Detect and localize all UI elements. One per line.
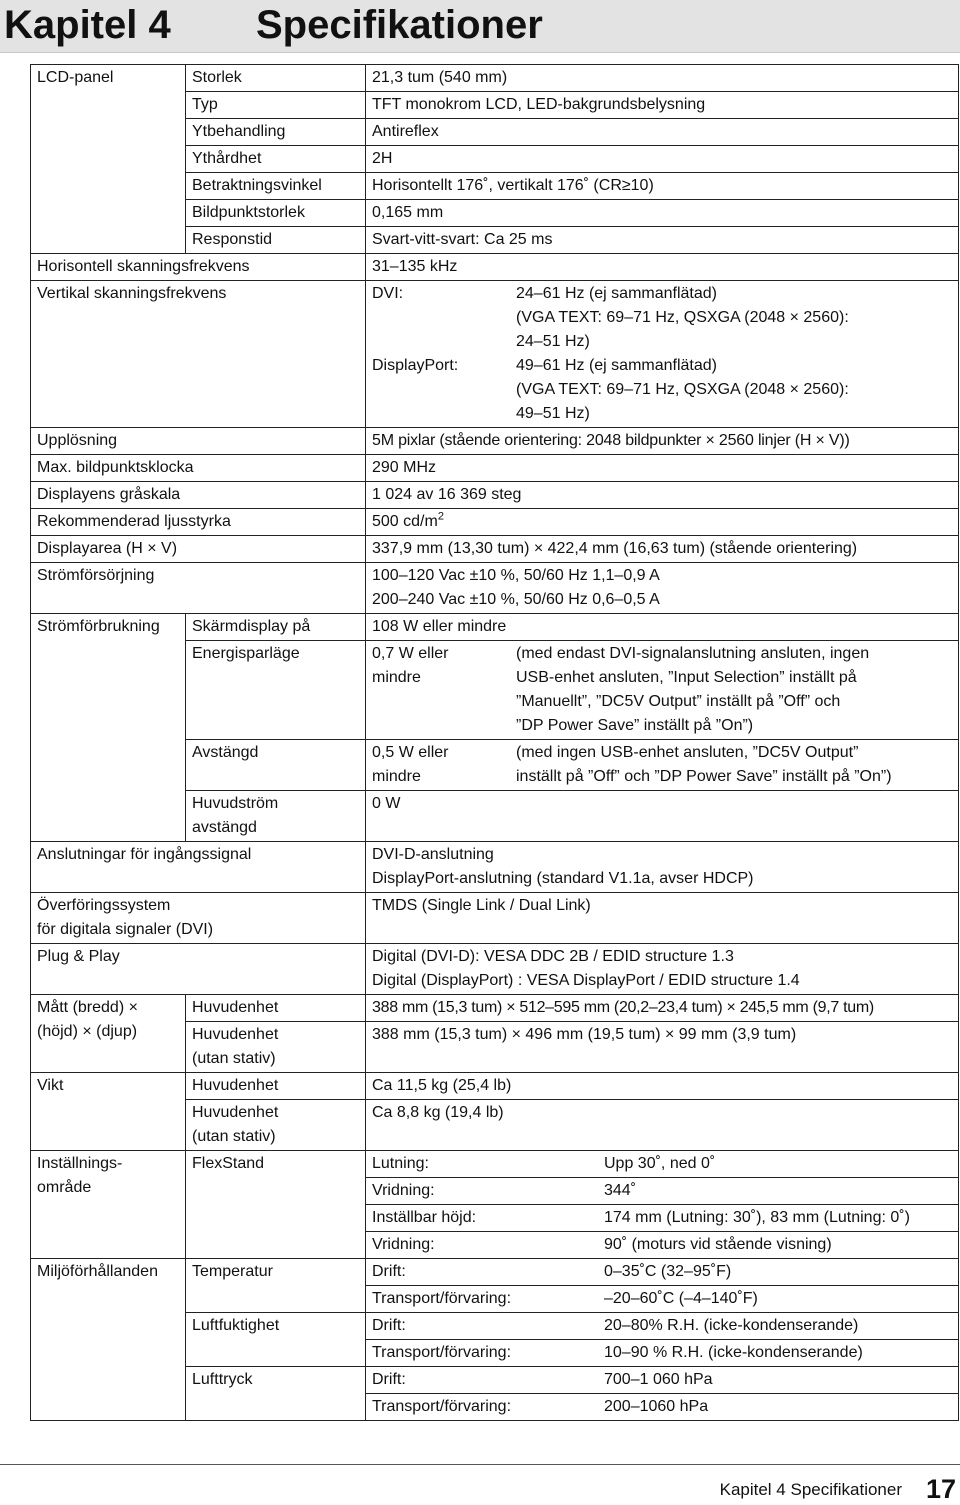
instal-val: Upp 30˚, ned 0˚: [604, 1155, 716, 1172]
value: 21,3 tum (540 mm): [366, 65, 959, 92]
miljo-key: Drift:: [372, 1263, 406, 1280]
value: [366, 1151, 959, 1178]
vfreq-dvi-line: 24–61 Hz (ej sammanflätad): [516, 285, 717, 302]
sub-label: Responstid: [186, 227, 366, 254]
instal-key: Vridning:: [372, 1236, 435, 1253]
table-row: [31, 428, 959, 455]
av-key: mindre: [372, 768, 421, 785]
energi-line: ”Manuellt”, ”DC5V Output” inställt på ”Off” och: [516, 693, 841, 710]
value: Svart-vitt-svart: Ca 25 ms: [366, 227, 959, 254]
footer-chapter-label: Kapitel 4 Specifikationer: [719, 1480, 902, 1499]
matt-b-label: Huvudenhet: [192, 1026, 279, 1043]
instal-key: Inställbar höjd:: [372, 1209, 477, 1226]
row-label-strom: Strömförsörjning: [31, 563, 366, 614]
spec-table: [30, 64, 959, 1421]
huv-label: avstängd: [192, 819, 257, 836]
overf-label: för digitala signaler (DVI): [37, 921, 214, 938]
value: 0,165 mm: [366, 200, 959, 227]
table-row: [31, 1259, 959, 1286]
value: 290 MHz: [366, 455, 959, 482]
value: [366, 1367, 959, 1394]
table-row: [31, 1073, 959, 1100]
row-label-upplosning: Upplösning: [31, 428, 366, 455]
sub-label: [186, 1022, 366, 1073]
row-label-plug: Plug & Play: [31, 944, 366, 995]
vfreq-dp-key: DisplayPort:: [372, 357, 459, 374]
row-label-hfreq: Horisontell skanningsfrekvens: [31, 254, 366, 281]
vfreq-dp-line: 49–51 Hz): [516, 405, 590, 422]
overf-label: Överföringssystem: [37, 897, 171, 914]
anslut-line: DVI-D-anslutning: [372, 846, 494, 863]
sub-label: Ytbehandling: [186, 119, 366, 146]
value: Horisontellt 176˚, vertikalt 176˚ (CR≥10): [366, 173, 959, 200]
huv-label: Huvudström: [192, 795, 279, 812]
miljo-val: 700–1 060 hPa: [604, 1371, 713, 1388]
value: [366, 740, 959, 791]
value: [366, 1286, 959, 1313]
sub-label: Lufttryck: [186, 1367, 366, 1421]
miljo-key: Drift:: [372, 1317, 406, 1334]
miljo-val: 10–90 % R.H. (icke-kondenserande): [604, 1344, 863, 1361]
instal-key: Vridning:: [372, 1182, 435, 1199]
value: [366, 1178, 959, 1205]
value: [366, 1205, 959, 1232]
vfreq-dvi-key: DVI:: [372, 285, 404, 302]
value: TFT monokrom LCD, LED-bakgrundsbelysning: [366, 92, 959, 119]
av-line: inställt på ”Off” och ”DP Power Save” inställt på ”On”): [516, 768, 892, 785]
value: [366, 842, 959, 893]
ljus-sup: 2: [437, 510, 444, 523]
row-label-forbr: Strömförbrukning: [31, 614, 186, 842]
sub-label: Huvudenhet: [186, 995, 366, 1022]
sub-label: Bildpunktstorlek: [186, 200, 366, 227]
sub-label: [186, 791, 366, 842]
table-row: [31, 455, 959, 482]
sub-label: Ythårdhet: [186, 146, 366, 173]
sub-label: Luftfuktighet: [186, 1313, 366, 1367]
value: [366, 944, 959, 995]
strom-line: 100–120 Vac ±10 %, 50/60 Hz 1,1–0,9 A: [372, 567, 660, 584]
vfreq-dp-line: (VGA TEXT: 69–71 Hz, QSXGA (2048 × 2560):: [516, 381, 849, 398]
sub-label: Skärmdisplay på: [186, 614, 366, 641]
miljo-key: Transport/förvaring:: [372, 1344, 512, 1361]
instal-label: Inställnings-: [37, 1155, 123, 1172]
miljo-val: 20–80% R.H. (icke-kondenserande): [604, 1317, 859, 1334]
energi-key: 0,7 W eller: [372, 645, 449, 662]
value: [366, 281, 959, 428]
sub-label: Typ: [186, 92, 366, 119]
miljo-key: Drift:: [372, 1371, 406, 1388]
table-row: [31, 1151, 959, 1178]
value: 388 mm (15,3 tum) × 496 mm (19,5 tum) × 99 mm (3,9 tum): [366, 1022, 959, 1073]
value: [366, 1259, 959, 1286]
sub-label: Betraktningsvinkel: [186, 173, 366, 200]
chapter-header: [0, 0, 960, 53]
value: 2H: [366, 146, 959, 173]
row-label-vikt: Vikt: [31, 1073, 186, 1151]
vfreq-dvi-line: (VGA TEXT: 69–71 Hz, QSXGA (2048 × 2560):: [516, 309, 849, 326]
value: Ca 8,8 kg (19,4 lb): [366, 1100, 959, 1151]
matt-label: (höjd) × (djup): [37, 1023, 138, 1040]
value: 388 mm (15,3 tum) × 512–595 mm (20,2–23,4 tum) × 245,5 mm (9,7 tum): [366, 995, 959, 1022]
sub-label: Huvudenhet: [186, 1073, 366, 1100]
instal-val: 174 mm (Lutning: 30˚), 83 mm (Lutning: 0˚): [604, 1209, 910, 1226]
sub-label: FlexStand: [186, 1151, 366, 1259]
row-label-ljus: Rekommenderad ljusstyrka: [31, 509, 366, 536]
value: TMDS (Single Link / Dual Link): [366, 893, 959, 944]
vikt-b-label: Huvudenhet: [192, 1104, 279, 1121]
table-row: [31, 842, 959, 893]
av-key: 0,5 W eller: [372, 744, 449, 761]
table-row: [31, 536, 959, 563]
value: [366, 1313, 959, 1340]
table-row: [31, 563, 959, 614]
value: [366, 1232, 959, 1259]
value: [366, 641, 959, 740]
page-number: 17: [925, 1474, 956, 1504]
value: 5M pixlar (stående orientering: 2048 bildpunkter × 2560 linjer (H × V)): [366, 428, 959, 455]
energi-line: (med endast DVI-signalanslutning ansluten, ingen: [516, 645, 870, 662]
vfreq-dp-line: 49–61 Hz (ej sammanflätad): [516, 357, 717, 374]
sub-label: Avstängd: [186, 740, 366, 791]
instal-val: 90˚ (moturs vid stående visning): [604, 1236, 832, 1253]
table-row: [31, 254, 959, 281]
vfreq-dvi: [372, 282, 953, 354]
strom-line: 200–240 Vac ±10 %, 50/60 Hz 0,6–0,5 A: [372, 591, 660, 608]
matt-label: Mått (bredd) ×: [37, 999, 138, 1016]
ljus-value: 500 cd/m: [372, 513, 438, 530]
row-label-anslut: Anslutningar för ingångssignal: [31, 842, 366, 893]
vikt-b-label: (utan stativ): [192, 1128, 276, 1145]
value: [366, 563, 959, 614]
sub-label: Energisparläge: [186, 641, 366, 740]
energi-line: ”DP Power Save” inställt på ”On”): [516, 717, 754, 734]
value: [366, 1394, 959, 1421]
chapter-title: Specifikationer: [256, 3, 543, 47]
plug-line: Digital (DisplayPort) : VESA DisplayPort / EDID structure 1.4: [372, 972, 800, 989]
row-label-vfreq: Vertikal skanningsfrekvens: [31, 281, 366, 428]
instal-label: område: [37, 1179, 92, 1196]
row-label-klocka: Max. bildpunktsklocka: [31, 455, 366, 482]
chapter-number: Kapitel 4: [4, 3, 171, 47]
miljo-val: 0–35˚C (32–95˚F): [604, 1263, 732, 1280]
miljo-val: 200–1060 hPa: [604, 1398, 709, 1415]
table-row: [31, 281, 959, 428]
sub-label: Storlek: [186, 65, 366, 92]
row-label-area: Displayarea (H × V): [31, 536, 366, 563]
value: 1 024 av 16 369 steg: [366, 482, 959, 509]
row-label-overf: [31, 893, 366, 944]
row-label-matt: [31, 995, 186, 1073]
value: Antireflex: [366, 119, 959, 146]
instal-val: 344˚: [604, 1182, 637, 1199]
table-row: [31, 482, 959, 509]
anslut-line: DisplayPort-anslutning (standard V1.1a, avser HDCP): [372, 870, 754, 887]
row-label-miljo: Miljöförhållanden: [31, 1259, 186, 1421]
energi-key: mindre: [372, 669, 421, 686]
vfreq-dp: [372, 354, 953, 426]
table-row: [31, 509, 959, 536]
table-row: [31, 65, 959, 92]
row-label-lcd: LCD-panel: [31, 65, 186, 254]
energi-line: USB-enhet ansluten, ”Input Selection” inställt på: [516, 669, 857, 686]
miljo-val: –20–60˚C (–4–140˚F): [604, 1290, 758, 1307]
value: Ca 11,5 kg (25,4 lb): [366, 1073, 959, 1100]
av-line: (med ingen USB-enhet ansluten, ”DC5V Output”: [516, 744, 859, 761]
vfreq-dvi-line: 24–51 Hz): [516, 333, 590, 350]
value: [366, 509, 959, 536]
sub-label: Temperatur: [186, 1259, 366, 1313]
value: 108 W eller mindre: [366, 614, 959, 641]
sub-label: [186, 1100, 366, 1151]
miljo-key: Transport/förvaring:: [372, 1398, 512, 1415]
miljo-key: Transport/förvaring:: [372, 1290, 512, 1307]
footer-divider: [0, 1464, 960, 1465]
matt-b-label: (utan stativ): [192, 1050, 276, 1067]
row-label-instal: [31, 1151, 186, 1259]
table-row: [31, 893, 959, 944]
row-label-graskala: Displayens gråskala: [31, 482, 366, 509]
table-row: [31, 944, 959, 995]
value: 0 W: [366, 791, 959, 842]
instal-key: Lutning:: [372, 1155, 429, 1172]
plug-line: Digital (DVI-D): VESA DDC 2B / EDID structure 1.3: [372, 948, 734, 965]
table-row: [31, 614, 959, 641]
value: 337,9 mm (13,30 tum) × 422,4 mm (16,63 tum) (stående orientering): [366, 536, 959, 563]
value: 31–135 kHz: [366, 254, 959, 281]
table-row: [31, 995, 959, 1022]
value: [366, 1340, 959, 1367]
